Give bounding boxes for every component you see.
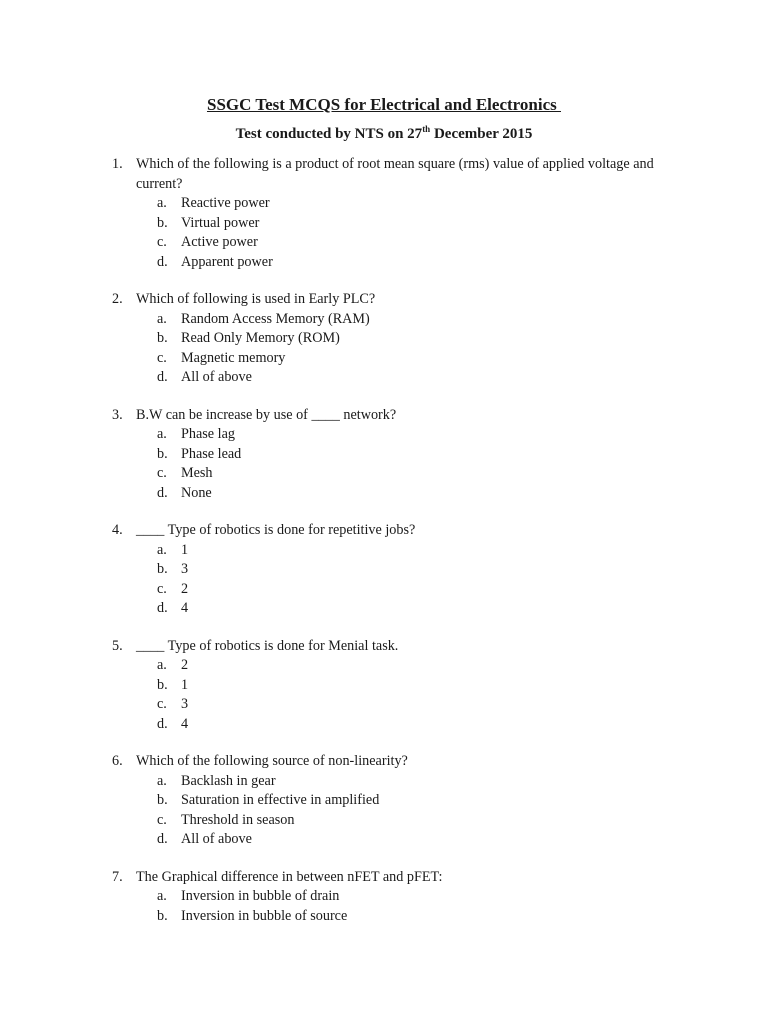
option-item	[112, 310, 672, 330]
option-item	[112, 194, 672, 214]
option-list	[112, 310, 672, 388]
option-list	[112, 887, 672, 926]
subtitle-date-text: December 2015	[430, 126, 533, 142]
option-text: Inversion in bubble of drain	[181, 888, 340, 904]
option-letter: b.	[157, 792, 168, 808]
option-list	[112, 194, 672, 272]
question-text: Which of following is used in Early PLC?	[136, 291, 376, 307]
option-item	[112, 560, 672, 580]
question-number: 4.	[112, 522, 123, 538]
option-letter: d.	[157, 715, 168, 732]
option-text: Mesh	[181, 465, 213, 481]
option-letter: c.	[157, 465, 167, 481]
option-text: Virtual power	[181, 214, 260, 231]
option-item	[112, 214, 672, 234]
option-letter: b.	[157, 330, 168, 346]
option-letter: c.	[157, 234, 167, 250]
option-text: Magnetic memory	[181, 349, 286, 366]
question-number: 3.	[112, 406, 123, 423]
option-letter: b.	[157, 445, 168, 462]
option-letter: d.	[157, 600, 168, 616]
option-text: Random Access Memory (RAM)	[181, 310, 370, 327]
question-item	[112, 521, 672, 619]
option-text: Threshold in season	[181, 811, 295, 828]
question-number: 6.	[112, 753, 123, 769]
question-item	[112, 155, 672, 272]
option-text: Apparent power	[181, 253, 273, 270]
option-item	[112, 425, 672, 445]
option-letter: a.	[157, 310, 167, 327]
option-text: 1	[181, 541, 189, 558]
option-text: None	[181, 484, 212, 501]
option-item	[112, 791, 672, 811]
option-letter: a.	[157, 541, 167, 558]
option-letter: d.	[157, 369, 168, 385]
option-text: Inversion in bubble of source	[181, 907, 348, 924]
option-text: 1	[181, 676, 189, 693]
option-letter: c.	[157, 811, 167, 828]
option-item	[112, 349, 672, 369]
option-item	[112, 233, 672, 253]
option-item	[112, 676, 672, 696]
question-text: ____ Type of robotics is done for Menial task.	[136, 637, 399, 654]
question-number: 1.	[112, 156, 123, 172]
option-text: Backlash in gear	[181, 772, 276, 789]
option-item	[112, 715, 672, 735]
question-number: 7.	[112, 868, 123, 885]
question-row	[112, 521, 672, 541]
option-letter: a.	[157, 657, 167, 673]
option-list	[112, 425, 672, 503]
option-item	[112, 772, 672, 792]
subtitle-text: Test conducted by NTS on 27	[235, 126, 423, 142]
option-letter: a.	[157, 426, 167, 442]
option-letter: c.	[157, 349, 167, 366]
option-item	[112, 253, 672, 273]
option-letter: b.	[157, 676, 168, 693]
option-text: All of above	[181, 831, 252, 847]
option-item	[112, 907, 672, 927]
option-item	[112, 445, 672, 465]
question-row	[112, 290, 672, 310]
option-text: 2	[181, 657, 189, 673]
option-text: 2	[181, 580, 189, 597]
option-text: Saturation in effective in amplified	[181, 792, 380, 808]
option-letter: d.	[157, 831, 168, 847]
option-item	[112, 695, 672, 715]
document-subtitle	[0, 126, 768, 143]
option-list	[112, 541, 672, 619]
question-text: ____ Type of robotics is done for repetitive jobs?	[136, 522, 416, 538]
option-text: Read Only Memory (ROM)	[181, 330, 340, 346]
option-letter: c.	[157, 580, 167, 597]
question-row	[112, 637, 672, 657]
option-text: Phase lead	[181, 445, 242, 462]
option-text: Phase lag	[181, 426, 235, 442]
question-item	[112, 752, 672, 850]
question-number: 5.	[112, 637, 123, 654]
question-text: Which of the following source of non-linearity?	[136, 753, 408, 769]
question-item	[112, 637, 672, 735]
question-row	[112, 868, 672, 888]
question-row	[112, 406, 672, 426]
question-row	[112, 752, 672, 772]
option-item	[112, 541, 672, 561]
option-item	[112, 580, 672, 600]
option-text: 3	[181, 561, 189, 577]
question-list	[112, 155, 672, 944]
option-text: Reactive power	[181, 195, 270, 211]
option-list	[112, 772, 672, 850]
question-item	[112, 868, 672, 927]
option-text: 4	[181, 715, 189, 732]
option-text: All of above	[181, 369, 252, 385]
question-item	[112, 406, 672, 504]
option-item	[112, 368, 672, 388]
subtitle-ordinal-suffix: th	[422, 124, 431, 134]
option-item	[112, 887, 672, 907]
question-item	[112, 290, 672, 388]
question-row	[112, 155, 672, 194]
question-number: 2.	[112, 291, 123, 307]
option-item	[112, 329, 672, 349]
option-letter: a.	[157, 772, 167, 789]
option-letter: d.	[157, 484, 168, 501]
option-item	[112, 464, 672, 484]
question-text: B.W can be increase by use of ____ network?	[136, 406, 397, 423]
option-text: 3	[181, 696, 189, 712]
option-letter: a.	[157, 888, 167, 904]
option-list	[112, 656, 672, 734]
option-text: 4	[181, 600, 189, 616]
option-item	[112, 599, 672, 619]
option-item	[112, 656, 672, 676]
option-letter: b.	[157, 214, 168, 231]
option-letter: b.	[157, 907, 168, 924]
question-text: Which of the following is a product of root mean square (rms) value of applied voltage and current?	[136, 156, 654, 192]
option-item	[112, 484, 672, 504]
option-letter: a.	[157, 195, 167, 211]
option-text: Active power	[181, 234, 258, 250]
document-title: SSGC Test MCQS for Electrical and Electronics	[206, 95, 561, 114]
question-text: The Graphical difference in between nFET and pFET:	[136, 868, 443, 885]
option-item	[112, 811, 672, 831]
option-item	[112, 830, 672, 850]
option-letter: c.	[157, 696, 167, 712]
option-letter: d.	[157, 253, 168, 270]
option-letter: b.	[157, 561, 168, 577]
